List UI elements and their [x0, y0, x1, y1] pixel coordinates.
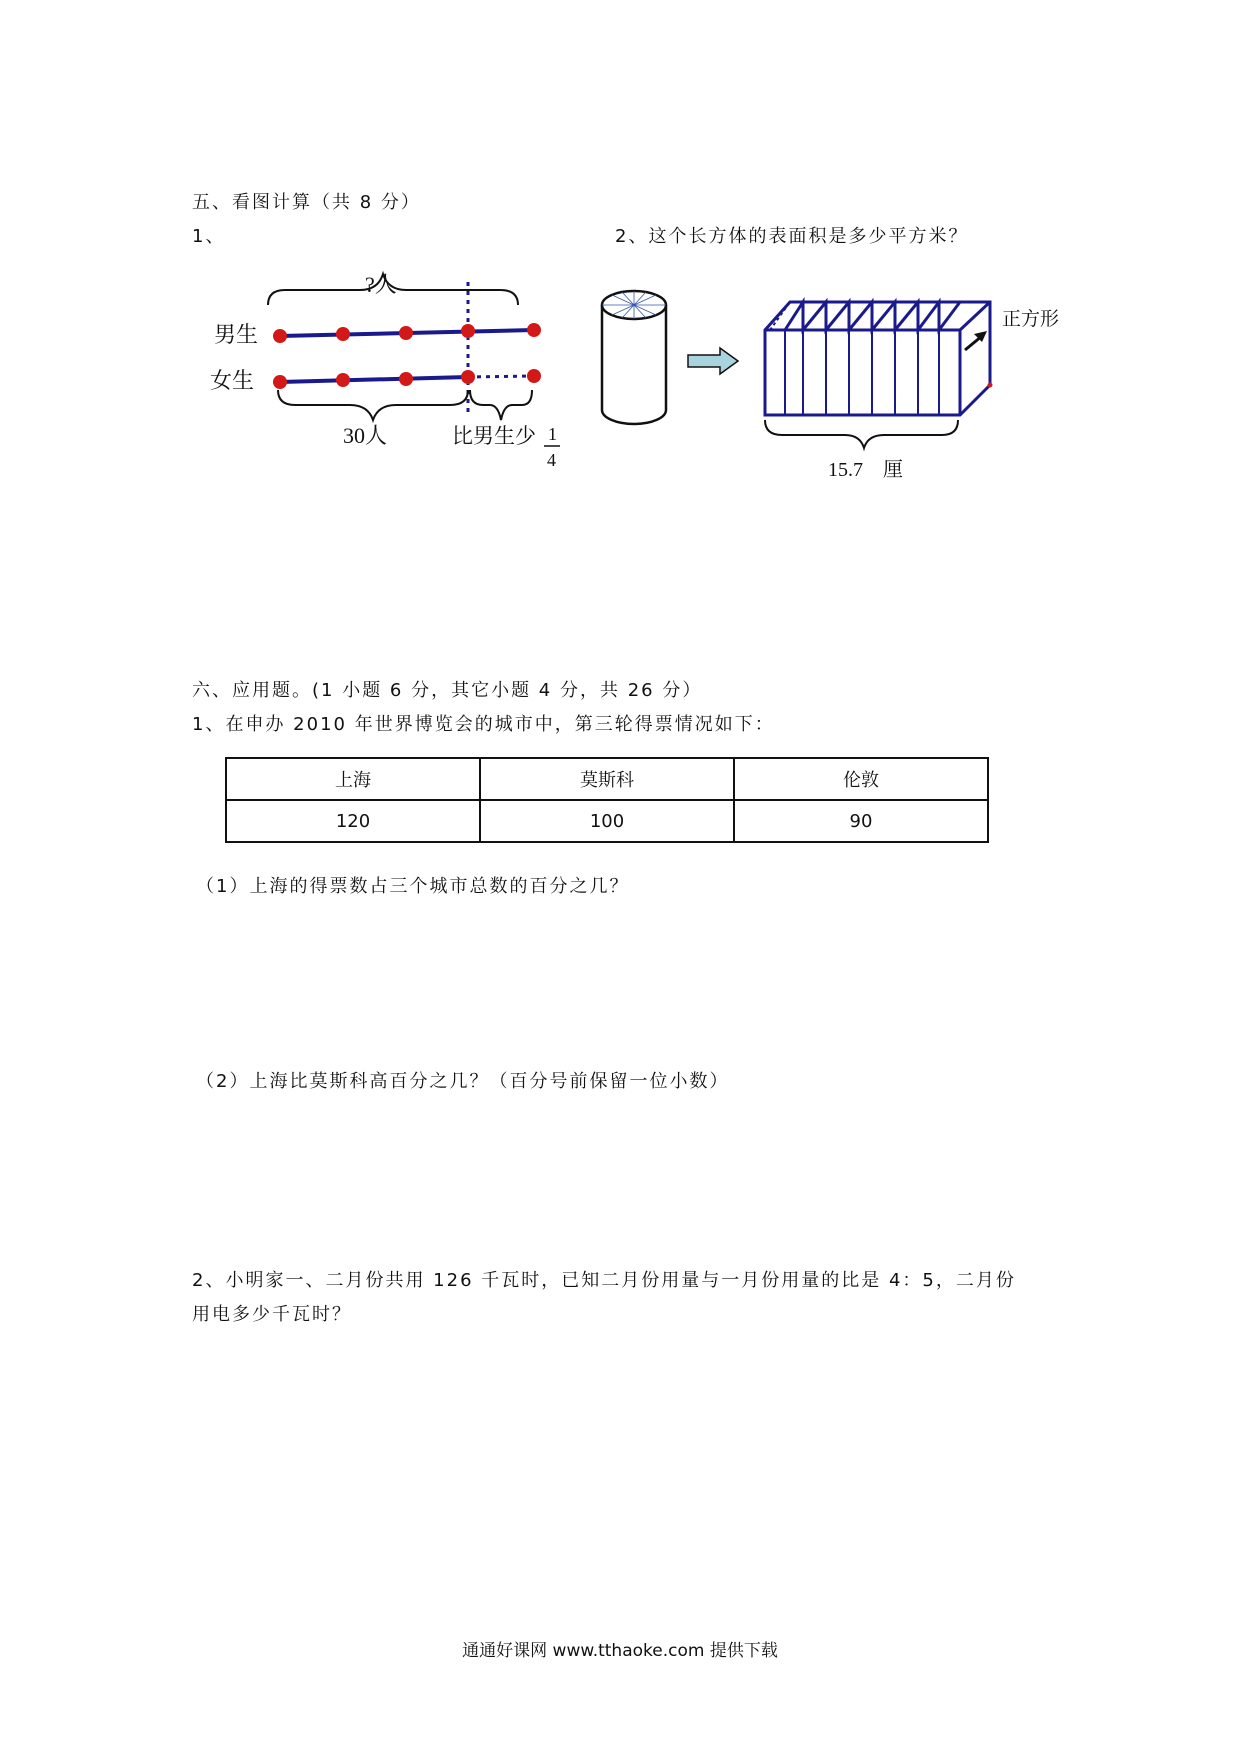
boys-dot [399, 326, 413, 340]
cylinder-cuboid-diagram [590, 280, 1080, 490]
boys-label: 男生 [214, 323, 259, 348]
length-brace [765, 420, 958, 448]
table-header-cell: 莫斯科 [480, 758, 734, 800]
girls-dot [399, 372, 413, 386]
thirty-people-label: 30人 [343, 423, 388, 448]
square-label: 正方形 [1002, 308, 1060, 330]
application-q2-line1: 2、小明家一、二月份共用 126 千瓦时，已知二月份用量与一月份用量的比是 4：5，二月份 [192, 1270, 1016, 1291]
table-cell: 90 [734, 800, 988, 842]
table-cell: 120 [226, 800, 480, 842]
table-cell: 100 [480, 800, 734, 842]
votes-table [225, 757, 989, 843]
transform-arrow [688, 348, 738, 374]
length-label: 15.7 厘 [828, 459, 903, 481]
bottom-brace-30 [278, 390, 468, 420]
girls-dot [336, 373, 350, 387]
fraction-denominator: 4 [547, 450, 556, 470]
section6-title: 六、应用题。(1 小题 6 分，其它小题 4 分，共 26 分） [192, 680, 703, 701]
girls-dotted-extension [468, 376, 534, 377]
girls-dot [461, 370, 475, 384]
bottom-brace-less [470, 390, 532, 420]
table-header-cell: 伦敦 [734, 758, 988, 800]
table-header-row [226, 758, 988, 800]
girls-dot [527, 369, 541, 383]
girls-line [280, 377, 468, 382]
segment-diagram [200, 260, 580, 475]
less-than-boys-label: 比男生少 [452, 424, 536, 448]
application-q1-sub2: （2）上海比莫斯科高百分之几？（百分号前保留一位小数） [196, 1071, 730, 1092]
fraction-numerator: 1 [548, 424, 557, 444]
application-q2-line2: 用电多少千瓦时？ [192, 1304, 352, 1325]
table-row [226, 800, 988, 842]
corner-dot [988, 383, 993, 388]
cuboid [765, 302, 990, 415]
girls-dot [273, 375, 287, 389]
question2-label: 2、这个长方体的表面积是多少平方米？ [615, 226, 969, 247]
table-header-cell: 上海 [226, 758, 480, 800]
boys-dot [527, 323, 541, 337]
application-q1-sub1: （1）上海的得票数占三个城市总数的百分之几？ [196, 876, 630, 897]
boys-dot [336, 327, 350, 341]
boys-dot [461, 324, 475, 338]
cylinder [602, 291, 666, 424]
section5-title: 五、看图计算（共 8 分） [192, 192, 421, 213]
question1-label: 1、 [192, 226, 226, 247]
girls-label: 女生 [210, 369, 255, 394]
boys-dot [273, 329, 287, 343]
question-people-label: ?人 [365, 272, 397, 297]
application-q1-intro: 1、在申办 2010 年世界博览会的城市中，第三轮得票情况如下： [192, 714, 775, 735]
footer-source: 通通好课网 www.tthaoke.com 提供下载 [462, 1641, 778, 1661]
